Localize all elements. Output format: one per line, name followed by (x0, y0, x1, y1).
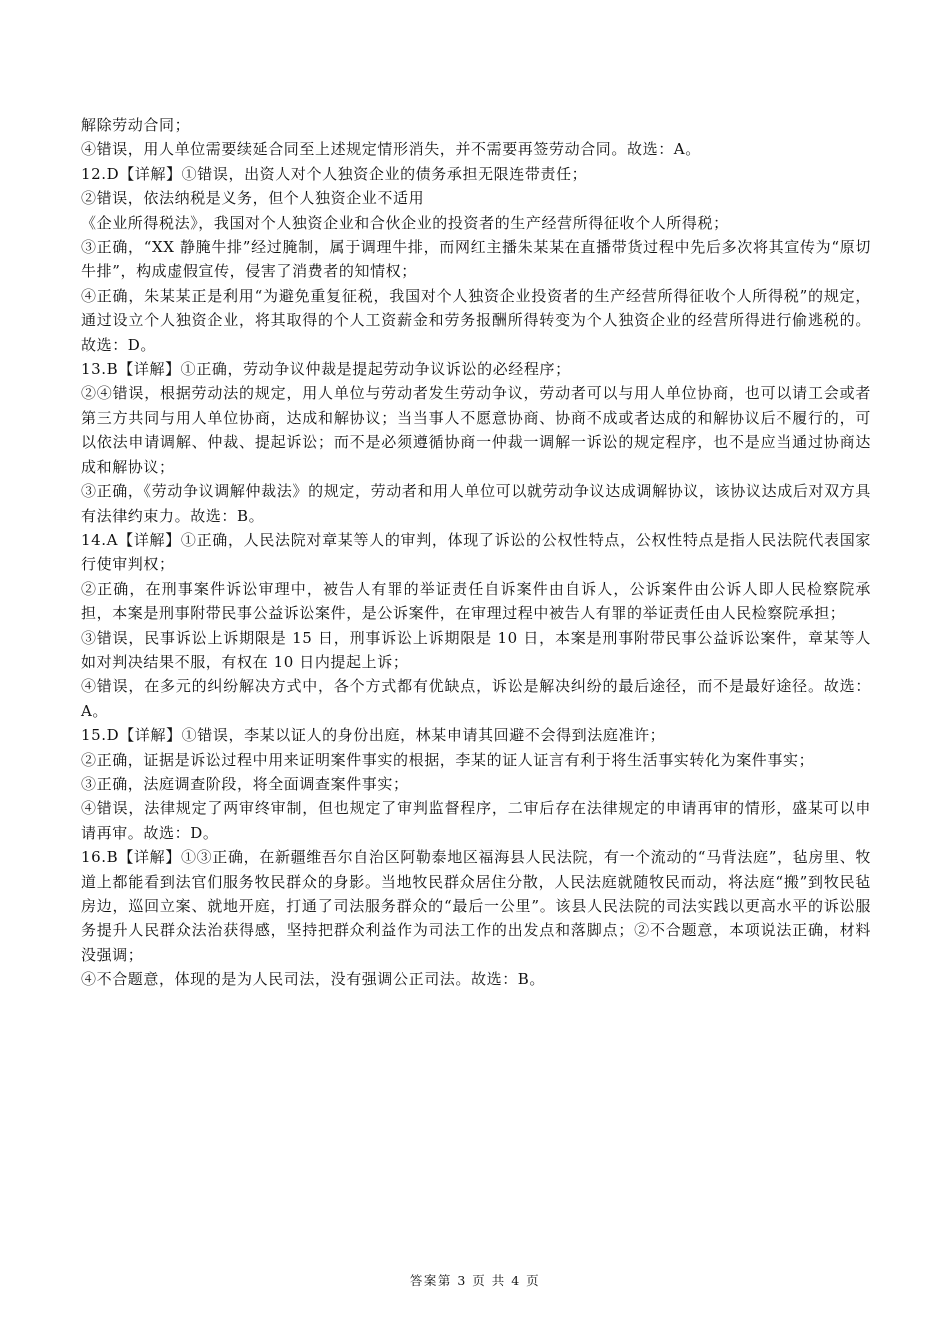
answer-content (81, 113, 871, 992)
paragraph: ④正确，朱某某正是利用“为避免重复征税，我国对个人独资企业投资者的生产经营所得征收个人所得税”的规定，通过设立个人独资企业，将其取得的个人工资薪金和劳务报酬所得转变为个人独资企业的经营所得进行偷逃税的。故选：D。 (81, 286, 871, 354)
paragraph: ②错误，依法纳税是义务，但个人独资企业不适用 (81, 189, 425, 208)
paragraph: ③错误，民事诉讼上诉期限是 15 日，刑事诉讼上诉期限是 10 日，本案是刑事附带民事公益诉讼案件，章某等人如对判决结果不服，有权在 10 日内提起上诉； (81, 628, 871, 671)
paragraph: 12.D【详解】①错误，出资人对个人独资企业的债务承担无限连带责任； (81, 164, 588, 183)
paragraph: ②④错误，根据劳动法的规定，用人单位与劳动者发生劳动争议，劳动者可以与用人单位协商，也可以请工会或者第三方共同与用人单位协商，达成和解协议；当当事人不愿意协商、协商不成或者达成的和解协议后不履行的，可以依法申请调解、仲裁、提起诉讼；而不是必须遵循协商一仲裁一调解一诉讼的规定程序，也不是应当通过协商达成和解协议； (81, 384, 871, 476)
paragraph: ③正确，“XX 静腌牛排”经过腌制，属于调理牛排，而网红主播朱某某在直播带货过程中先后多次将其宣传为“原切牛排”，构成虚假宣传，侵害了消费者的知情权； (81, 238, 871, 281)
paragraph: 13.B【详解】①正确，劳动争议仲裁是提起劳动争议诉讼的必经程序； (81, 360, 571, 379)
paragraph: ②正确，在刑事案件诉讼审理中，被告人有罪的举证责任自诉案件由自诉人，公诉案件由公诉人即人民检察院承担，本案是刑事附带民事公益诉讼案件，是公诉案件，在审理过程中被告人有罪的举证责任由人民检察院承担； (81, 579, 871, 623)
paragraph: 16.B【详解】①③正确，在新疆维吾尔自治区阿勒泰地区福海县人民法院，有一个流动的“马背法庭”，毡房里、牧道上都能看到法官们服务牧民群众的身影。当地牧民群众居住分散，人民法庭就随牧民而动，将法庭“搬”到牧民毡房边，巡回立案、就地开庭，打通了司法服务群众的“最后一公里”。该县人民法院的司法实践以更高水平的诉讼服务提升人民群众法治获得感，坚持把群众利益作为司法工作的出发点和落脚点；②不合题意，本项说法正确，材料没强调； (81, 848, 871, 964)
paragraph: ④错误，在多元的纠纷解决方式中，各个方式都有优缺点，诉讼是解决纠纷的最后途径，而不是最好途径。故选：A。 (81, 677, 871, 720)
paragraph: ②正确，证据是诉讼过程中用来证明案件事实的根据，李某的证人证言有利于将生活事实转化为案件事实； (81, 750, 815, 769)
paragraph: ④错误，法律规定了两审终审制，但也规定了审判监督程序，二审后存在法律规定的申请再审的情形，盛某可以申请再审。故选：D。 (81, 799, 871, 842)
paragraph: ④不合题意，体现的是为人民司法，没有强调公正司法。故选：B。 (81, 970, 546, 989)
paragraph: 《企业所得税法》，我国对个人独资企业和合伙企业的投资者的生产经营所得征收个人所得税； (81, 213, 729, 232)
paragraph: ④错误，用人单位需要续延合同至上述规定情形消失，并不需要再签劳动合同。故选：A。 (81, 140, 701, 159)
page-footer: 答案第 3 页 共 4 页 (409, 1273, 541, 1288)
paragraph: 15.D【详解】①错误，李某以证人的身份出庭，林某申请其回避不会得到法庭准许； (81, 726, 666, 745)
paragraph: 解除劳动合同； (81, 116, 191, 134)
paragraph: 14.A【详解】①正确，人民法院对章某等人的审判，体现了诉讼的公权性特点，公权性特点是指人民法院代表国家行使审判权； (81, 530, 871, 574)
paragraph: ③正确，法庭调查阶段，将全面调查案件事实； (81, 774, 409, 793)
paragraph: ③正确，《劳动争议调解仲裁法》的规定，劳动者和用人单位可以就劳动争议达成调解协议，该协议达成后对双方具有法律约束力。故选：B。 (81, 482, 871, 525)
